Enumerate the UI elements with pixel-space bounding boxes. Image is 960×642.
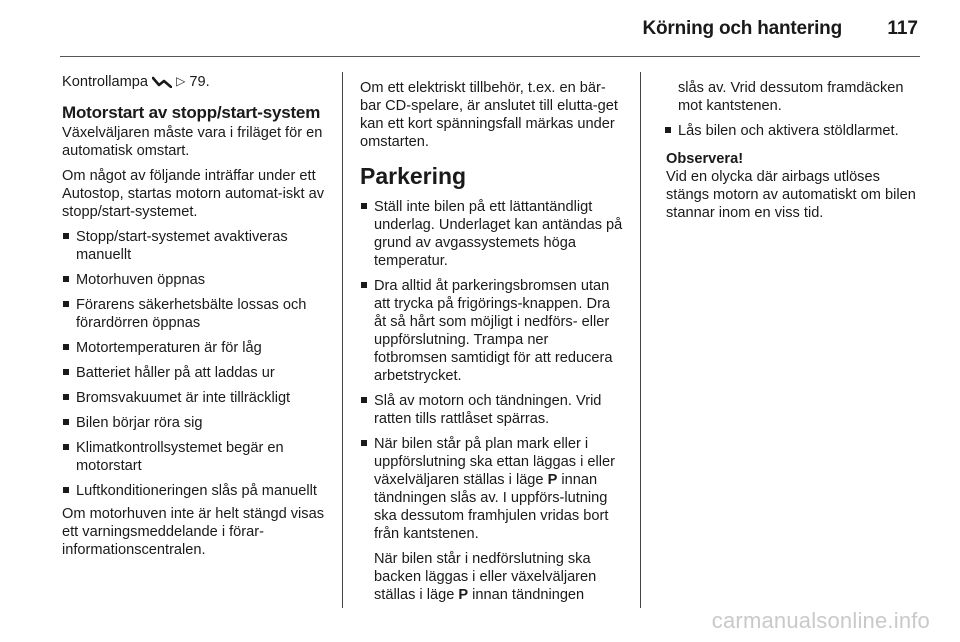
list-item: Förarens säkerhetsbälte lossas och förardörren öppnas (62, 296, 330, 332)
list-item: Dra alltid åt parkeringsbromsen utan att trycka på frigörings-knappen. Dra åt så hårt som möjligt i nedförs- eller uppförslutning. Trampa ner fotbromsen samtidigt för att reducera arbetstrycket. (360, 277, 624, 385)
paragraph-text: innan tändningen (472, 587, 585, 603)
list-item: Motortemperaturen är för låg (62, 339, 330, 357)
note-title: Observera! (666, 151, 744, 167)
chapter-title: Körning och hantering (642, 18, 842, 39)
list-item: Luftkonditioneringen slås på manuellt (62, 482, 330, 500)
paragraph: Växelväljaren måste vara i friläget för en automatisk omstart. (62, 125, 323, 159)
page-ref-arrow-icon: ▷ (176, 74, 186, 88)
lock-step-list (664, 122, 926, 140)
continued-text: slås av. Vrid dessutom framdäcken mot kantstenen. (678, 80, 904, 114)
list-item-text: När bilen står på plan mark eller i uppförslutning ska ettan läggas i eller växelväljaren ställas i läge (374, 436, 615, 488)
paragraph: Om något av följande inträffar under ett Autostop, startas motorn automat-iskt av stopp/start-systemet. (62, 168, 324, 220)
gear-position-label: P (458, 587, 469, 603)
list-item: Stopp/start-systemet avaktiveras manuellt (62, 228, 330, 264)
list-item: Klimatkontrollsystemet begär en motorstart (62, 439, 330, 475)
page-header (0, 0, 960, 56)
column-2 (360, 79, 624, 611)
list-item: Bilen börjar röra sig (62, 414, 330, 432)
list-item: Lås bilen och aktivera stöldlarmet. (664, 122, 926, 140)
paragraph: Om ett elektriskt tillbehör, t.ex. en bär-bar CD-spelare, är anslutet till elutta-get kan ett kort spänningsfall märkas under omstarten. (360, 80, 618, 150)
list-item: Motorhuven öppnas (62, 271, 330, 289)
note-text: Vid en olycka där airbags utlöses stängs motorn av automatiskt om bilen stannar inom en viss tid. (666, 169, 916, 221)
restart-conditions-list (62, 228, 330, 500)
section-heading-autostart: Motorstart av stopp/start-system (62, 103, 321, 122)
list-item: Bromsvakuumet är inte tillräckligt (62, 389, 330, 407)
list-item (360, 435, 624, 543)
column-divider-1 (342, 72, 343, 608)
paragraph-text: När bilen står i nedförslutning ska backen läggas i eller växelväljaren ställas i läge (374, 551, 597, 603)
column-3 (664, 79, 926, 229)
list-item: Batteriet håller på att laddas ur (62, 364, 330, 382)
column-divider-2 (640, 72, 641, 608)
list-item-text: innan tändningen slås av. I uppförs-lutning ska dessutom framhjulen vridas bort från kantstenen. (374, 472, 609, 542)
indicator-reference (62, 72, 330, 91)
indicator-label: Kontrollampa (62, 74, 148, 90)
header-divider (60, 56, 920, 57)
gear-position-label: P (547, 472, 558, 488)
column-1 (62, 72, 330, 566)
list-item: Ställ inte bilen på ett lättantändligt underlag. Underlaget kan antändas på grund av avgassystemets höga temperatur. (360, 198, 624, 270)
watermark: carmanualsonline.info (711, 608, 930, 633)
parking-steps-list (360, 198, 624, 543)
auto-stop-indicator-icon (152, 76, 172, 88)
page-ref-number: 79. (189, 74, 210, 90)
sub-paragraph (360, 550, 624, 604)
list-item: Slå av motorn och tändningen. Vrid ratten tills rattlåset spärras. (360, 392, 624, 428)
section-heading-parking: Parkering (360, 163, 467, 189)
paragraph: Om motorhuven inte är helt stängd visas ett varningsmeddelande i förar-informationscentralen. (62, 506, 325, 558)
page-number: 117 (887, 18, 918, 39)
